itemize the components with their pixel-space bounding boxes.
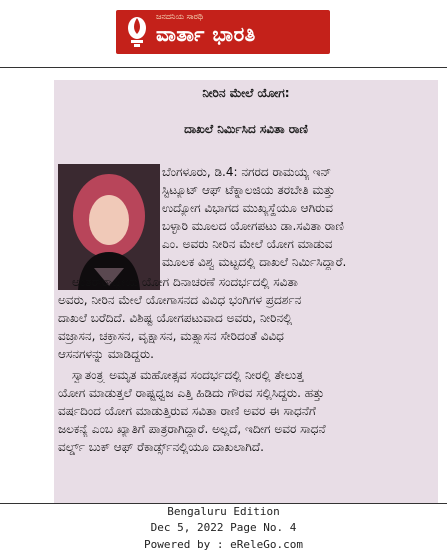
- body-line: ಉದ್ಯೋಗ ವಿಭಾಗದ ಮುಖ್ಯಸ್ಥೆಯೂ ಆಗಿರುವ: [162, 201, 334, 215]
- edition-label: Bengaluru Edition: [167, 505, 280, 518]
- body-line: ದಾಖಲೆ ಬರೆದಿದೆ. ವಿಶಿಷ್ಟ ಯೋಗಪಟುವಾದ ಅವರು, ನೀರಿನಲ್ಲಿ: [58, 311, 293, 325]
- body-line: ಸ್ಟಿಟ್ಯೂಟ್ ಆಫ್ ಟೆಕ್ನಾಲಜಿಯ ತರಬೇತಿ ಮತ್ತು: [162, 183, 335, 197]
- body-line: ಸ್ವಾತಂತ್ರ್ಯ ಅಮೃತ ಮಹೋತ್ಸವ ಸಂದರ್ಭದಲ್ಲಿ ನೀರಲ್ಲಿ ತೇಲುತ್ತ: [72, 368, 304, 382]
- news-article: [54, 80, 438, 503]
- body-line: ಜಲಕನ್ಯೆ ಎಂಬ ಖ್ಯಾತಿಗೆ ಪಾತ್ರರಾಗಿದ್ದಾರೆ. ಅಲ್ಲದೆ, ಇದೀಗ ಅವರ ಸಾಧನೆ: [58, 422, 326, 436]
- top-divider: [0, 67, 447, 68]
- masthead-title: ವಾರ್ತಾ ಭಾರತಿ: [156, 22, 256, 46]
- powered-by-label: Powered by : eReleGo.com: [144, 538, 303, 551]
- headline-line-1: ನೀರಿನ ಮೇಲೆ ಯೋಗ:: [202, 86, 290, 100]
- body-line: ಯೋಗ ಮಾಡುತ್ತಲೆ ರಾಷ್ಟ್ರಧ್ವಜ ಎತ್ತಿ ಹಿಡಿದು ಗೌರವ ಸಲ್ಲಿಸಿದ್ದರು. ಹತ್ತು: [58, 386, 325, 400]
- lamp-emblem-icon: [122, 14, 152, 50]
- date-page-label: Dec 5, 2022 Page No. 4: [150, 521, 297, 534]
- body-line: ಆಸನಗಳನ್ನು ಮಾಡಿದ್ದರು.: [58, 347, 154, 361]
- headline-line-2: ದಾಖಲೆ ನಿರ್ಮಿಸಿದ ಸವಿತಾ ರಾಣಿ: [184, 122, 308, 136]
- body-line: ವರ್ಲ್ಡ್ ಬುಕ್ ಆಫ್ ರೆಕಾರ್ಡ್ಸ್‌ನಲ್ಲಿಯೂ ದಾಖಲಾಗಿದೆ.: [58, 440, 264, 454]
- body-line: ಬೆಂಗಳೂರು, ಡಿ.4: ನಗರದ ರಾಮಯ್ಯ ಇನ್: [162, 165, 332, 179]
- masthead-tagline: ಜನದನಿಯ ಸಾರಥಿ: [156, 12, 204, 21]
- body-line: ಮೂಲಕ ವಿಶ್ವ ಮಟ್ಟದಲ್ಲಿ ದಾಖಲೆ ನಿರ್ಮಿಸಿದ್ದಾರೆ.: [162, 255, 347, 269]
- body-line: ವರ್ಷದಿಂದ ಯೋಗ ಮಾಡುತ್ತಿರುವ ಸವಿತಾ ರಾಣಿ ಅವರ ಈ ಸಾಧನೆಗೆ: [58, 404, 316, 418]
- newspaper-masthead: [116, 10, 330, 54]
- body-line: ಎಂ. ಅವರು ನೀರಿನ ಮೇಲೆ ಯೋಗ ಮಾಡುವ: [162, 237, 333, 251]
- body-line: ಅಂತರ್‌ರಾಷ್ಟ್ರೀಯ ಯೋಗ ದಿನಾಚರಣೆ ಸಂದರ್ಭದಲ್ಲಿ ಸವಿತಾ: [72, 275, 298, 289]
- portrait-photo: [58, 164, 160, 290]
- body-line: ಬಳ್ಳಾರಿ ಮೂಲದ ಯೋಗಪಟು ಡಾ.ಸವಿತಾ ರಾಣಿ: [162, 219, 344, 233]
- bottom-divider: [0, 503, 447, 504]
- body-line: ವಜ್ರಾಸನ, ಚಕ್ರಾಸನ, ವೃಕ್ಷಾಸನ, ಮತ್ಸ್ಯಾಸನ ಸೇರಿದಂತೆ ವಿವಿಧ: [58, 329, 284, 343]
- body-line: ಅವರು, ನೀರಿನ ಮೇಲೆ ಯೋಗಾಸನದ ವಿವಿಧ ಭಂಗಿಗಳ ಪ್ರದರ್ಶನ: [58, 293, 302, 307]
